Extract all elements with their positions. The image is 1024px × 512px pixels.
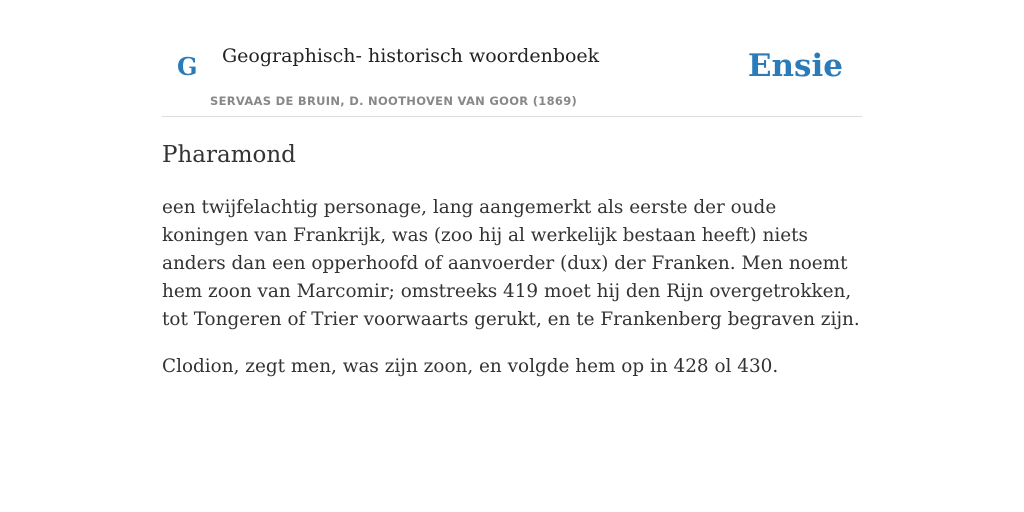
book-title-link[interactable]: Geographisch- historisch woordenboek xyxy=(222,45,600,67)
entry-paragraph: een twijfelachtig personage, lang aangemerkt als eerste der oude koningen van Frankrijk, was (zoo hij al werkelijk bestaan heeft) niets anders dan een opperhoofd of aanvoerder (dux) der Franken. Men noemt hem zoon van Marcomir; omstreeks 419 moet hij den Rijn overgetrokken, tot Tongeren of Trier voorwaarts gerukt, en te Frankenberg begraven zijn. xyxy=(162,196,860,330)
site-logo[interactable]: Ensie xyxy=(747,48,843,84)
entry-headword: Pharamond xyxy=(162,142,296,168)
letter-index-link[interactable]: G xyxy=(177,52,198,81)
book-author: SERVAAS DE BRUIN, D. NOOTHOVEN VAN GOOR (1869) xyxy=(210,94,578,108)
page xyxy=(162,0,862,381)
header xyxy=(162,0,862,117)
entry-paragraph: Clodion, zegt men, was zijn zoon, en volgde hem op in 428 ol 430. xyxy=(162,355,779,377)
